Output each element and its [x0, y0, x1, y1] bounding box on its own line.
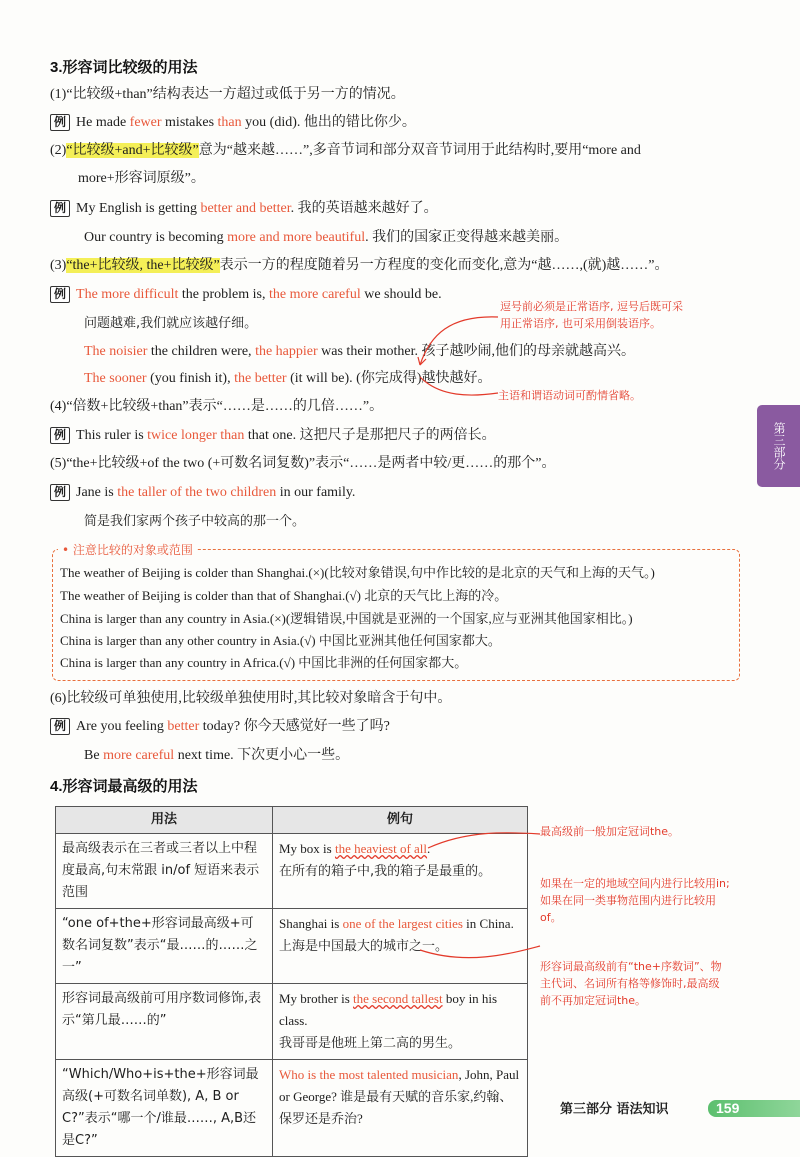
text: Jane is [76, 485, 118, 500]
red-text: The more difficult [76, 287, 179, 302]
rule-4: (4)“倍数+比较级+than”表示“……是……的几倍……”。 [50, 399, 384, 414]
example-cell [273, 984, 528, 1060]
attention-title-text: 注意比较的对象或范围 [72, 543, 193, 557]
note-definite-article: 最高级前一般加定冠词the。 [540, 825, 680, 838]
note-arrows [380, 305, 510, 405]
text: He made [76, 115, 130, 130]
section-4-heading: 4.形容词最高级的用法 [50, 778, 198, 795]
text: 意为“越来越……”,多音节词和部分双音节词用于此结构时,要用“more and [198, 143, 641, 158]
rule-2 [50, 140, 641, 162]
attention-line: The weather of Beijing is colder than Shanghai.(×)(比较对象错误,句中作比较的是北京的天气和上海的天气。) [60, 565, 655, 580]
example-5 [50, 482, 355, 504]
rule-3 [50, 255, 669, 277]
text: My brother is [279, 991, 354, 1006]
example-tag: 例 [50, 484, 70, 501]
text: . 我们的国家正变得越来越美丽。 [365, 230, 569, 245]
red-text: the better [234, 371, 287, 386]
text: (3) [50, 258, 67, 273]
text: 表示一方的程度随着另一方程度的变化而变化,意为“越……,(就)越……”。 [219, 258, 669, 273]
red-text: The sooner [84, 371, 147, 386]
note-in-of: 如果在一定的地域空间内进行比较用in; 如果在同一类事物范围内进行比较用of。 [540, 877, 730, 924]
text: (2) [50, 143, 67, 158]
text: we should be. [360, 287, 442, 302]
example-3 [50, 284, 442, 306]
example-tag: 例 [50, 114, 70, 131]
example-1 [50, 112, 416, 134]
note-line: 逗号前必须是正常语序, 逗号后既可采 [500, 300, 683, 313]
note-omission: 主语和谓语动词可酌情省略。 [498, 389, 641, 402]
text: Be [84, 748, 104, 763]
text: . [427, 841, 431, 856]
highlight-text: “the+比较级, the+比较级” [66, 258, 220, 273]
text: Shanghai is [279, 916, 343, 931]
red-text: The noisier [84, 344, 148, 359]
red-text: more and more beautiful [227, 230, 366, 245]
red-text: the happier [255, 344, 318, 359]
text: in our family. [276, 485, 356, 500]
usage-cell: “Which/Who+is+the+形容词最高级(+可数名词单数), A, B or C?”表示“哪一个/谁最……, A,B还是C?” [56, 1060, 273, 1157]
text: next time. 下次更小心一些。 [174, 748, 350, 763]
text: was their mother. 孩子越吵闹,他们的母亲就越高兴。 [317, 344, 635, 359]
example-3-translation: 问题越难,我们就应该越仔细。 [84, 316, 258, 331]
red-text: the more careful [269, 287, 361, 302]
red-text: the second tallest [353, 991, 443, 1006]
text: This ruler is [76, 428, 148, 443]
note-ordinal: 形容词最高级前有“the+序数词”、物主代词、名词所有格等修饰时,最高级前不再加定冠词the。 [540, 960, 722, 1007]
note-word-order [500, 298, 683, 332]
red-text: more careful [103, 748, 175, 763]
attention-line: China is larger than any country in Africa.(√) 中国比非洲的任何国家都大。 [60, 655, 468, 670]
note-line: 用正常语序, 也可采用倒装语序。 [500, 317, 661, 330]
usage-cell: 最高级表示在三者或三者以上中程度最高,句末常跟 in/of 短语来表示范围 [56, 834, 273, 909]
red-text: better [167, 719, 200, 734]
text: (it will be). (你完成得)越快越好。 [286, 371, 492, 386]
text: the children were, [147, 344, 256, 359]
example-2 [50, 198, 438, 220]
example-5-translation: 简是我们家两个孩子中较高的那一个。 [84, 514, 306, 529]
text: in China. 上海是中国最大的城市之一。 [279, 916, 514, 953]
rule-1: (1)“比较级+than”结构表达一方超过或低于另一方的情况。 [50, 87, 405, 102]
usage-cell: “one of+the+形容词最高级+可数名词复数”表示“最……的……之一” [56, 909, 273, 984]
text: (you finish it), [146, 371, 235, 386]
section-3-heading: 3.形容词比较级的用法 [50, 59, 198, 76]
text: today? 你今天感觉好一些了吗? [199, 719, 390, 734]
rule-6: (6)比较级可单独使用,比较级单独使用时,其比较对象暗含于句中。 [50, 691, 452, 706]
translation: 我哥哥是他班上第二高的男生。 [279, 1036, 462, 1051]
table-note-arrows [418, 828, 544, 968]
example-tag: 例 [50, 718, 70, 735]
text: the problem is, [178, 287, 269, 302]
example-6 [50, 716, 390, 738]
text: mistakes [161, 115, 218, 130]
example-tag: 例 [50, 286, 70, 303]
text: boy in his class. [279, 991, 498, 1028]
red-text: fewer [129, 115, 162, 130]
usage-cell: 形容词最高级前可用序数词修饰,表示“第几最……的” [56, 984, 273, 1060]
example-tag: 例 [50, 427, 70, 444]
page-number: 159 [716, 1100, 740, 1116]
section-side-tab[interactable]: 第三部分 [757, 405, 800, 487]
text: My English is getting [76, 201, 201, 216]
red-text: one of the largest cities [342, 916, 463, 931]
red-text: twice longer than [147, 428, 245, 443]
highlight-text: “比较级+and+比较级” [66, 143, 199, 158]
col-usage-header: 用法 [56, 807, 273, 834]
table-row [56, 984, 528, 1060]
text: My box is [279, 841, 335, 856]
red-text: better and better [200, 201, 291, 216]
translation: 在所有的箱子中,我的箱子是最重的。 [279, 864, 492, 879]
example-2b [84, 227, 568, 249]
rule-2-cont: more+形容词原级”。 [78, 171, 205, 186]
col-example-header: 例句 [273, 807, 528, 834]
footer-section: 第三部分 语法知识 [560, 1102, 669, 1117]
text: you (did). 他出的错比你少。 [241, 115, 416, 130]
text: , John, Paul or George? 谁是最有天赋的音乐家,约翰、保罗还是乔治? [279, 1067, 520, 1126]
example-6b [84, 745, 349, 767]
red-text: the taller of the two children [117, 485, 277, 500]
text: that one. 这把尺子是那把尺子的两倍长。 [244, 428, 496, 443]
rule-5: (5)“the+比较级+of the two (+可数名词复数)”表示“……是两者中较/更……的那个”。 [50, 456, 556, 471]
text: . 我的英语越来越好了。 [290, 201, 438, 216]
attention-title: • 注意比较的对象或范围 [58, 541, 197, 558]
example-tag: 例 [50, 200, 70, 217]
red-text: the heaviest of all [334, 841, 428, 856]
text: Our country is becoming [84, 230, 228, 245]
red-text: Who is the most talented musician [279, 1067, 459, 1082]
attention-line: The weather of Beijing is colder than that of Shanghai.(√) 北京的天气比上海的冷。 [60, 588, 508, 603]
attention-line: China is larger than any country in Asia.(×)(逻辑错误,中国就是亚洲的一个国家,应与亚洲其他国家相比。) [60, 611, 633, 626]
example-4 [50, 425, 496, 447]
example-3b [84, 341, 635, 363]
red-text: than [217, 115, 242, 130]
text: Are you feeling [76, 719, 168, 734]
attention-line: China is larger than any other country in Asia.(√) 中国比亚洲其他任何国家都大。 [60, 633, 501, 648]
